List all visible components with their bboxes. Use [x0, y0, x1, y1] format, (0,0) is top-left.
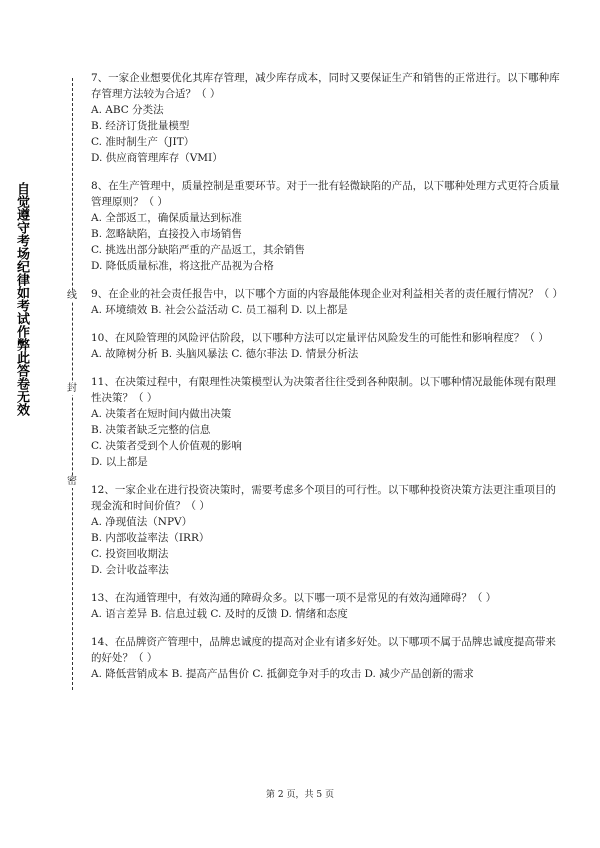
question-options: [91, 302, 561, 318]
question-item: [91, 286, 564, 318]
question-options: [91, 346, 561, 362]
question-option: A. 降低营销成本 B. 提高产品售价 C. 抵御竞争对手的攻击 D. 减少产品创新的需求: [91, 668, 474, 680]
question-option: A. 净现值法（NPV）: [91, 516, 193, 528]
question-item: [91, 590, 561, 622]
question-options: [91, 514, 561, 578]
exam-discipline-notice: 自觉遵守考场纪律如考试作弊此答卷无效: [14, 182, 29, 416]
question-option: A. 决策者在短时间内做出决策: [91, 408, 232, 420]
question-stem: 10、在风险管理的风险评估阶段，以下哪种方法可以定量评估风险发生的可能性和影响程度？（ ）: [91, 332, 549, 344]
question-stem: 11、在决策过程中，有限理性决策模型认为决策者往往受到各种限制。以下哪种情况最能体现有限理性决策？（ ）: [91, 376, 556, 404]
question-stem: 12、一家企业在进行投资决策时，需要考虑多个项目的可行性。以下哪种投资决策方法更注重项目的现金流和时间价值？（ ）: [91, 484, 556, 512]
seal-label-secret: 密: [67, 476, 77, 487]
seal-label-line: 线: [67, 290, 77, 301]
question-item: [91, 374, 561, 470]
question-option: B. 忽略缺陷，直接投入市场销售: [91, 228, 242, 240]
question-option: D. 以上都是: [91, 456, 148, 468]
question-option: D. 供应商管理库存（VMI）: [91, 152, 223, 164]
question-option: A. 故障树分析 B. 头脑风暴法 C. 德尔菲法 D. 情景分析法: [91, 348, 359, 360]
question-item: [91, 70, 561, 166]
question-options: [91, 102, 561, 166]
question-option: B. 内部收益率法（IRR）: [91, 532, 210, 544]
question-option: B. 经济订货批量模型: [91, 120, 190, 132]
question-option: C. 挑选出部分缺陷严重的产品返工，其余销售: [91, 244, 305, 256]
question-options: [91, 210, 561, 274]
question-option: C. 决策者受到个人价值观的影响: [91, 440, 242, 452]
question-item: [91, 330, 561, 362]
question-option: A. 全部返工，确保质量达到标准: [91, 212, 242, 224]
question-options: [91, 406, 561, 470]
question-option: A. 语言差异 B. 信息过载 C. 及时的反馈 D. 情绪和态度: [91, 608, 348, 620]
question-options: [91, 606, 561, 622]
seal-label-seal: 封: [67, 383, 77, 394]
question-stem: 8、在生产管理中，质量控制是重要环节。对于一批有轻微缺陷的产品，以下哪种处理方式更符合质量管理原则？（ ）: [91, 180, 560, 208]
question-item: [91, 178, 561, 274]
question-option: C. 投资回收期法: [91, 548, 169, 560]
question-options: [91, 666, 561, 682]
question-option: D. 会计收益率法: [91, 564, 169, 576]
question-option: D. 降低质量标准，将这批产品视为合格: [91, 260, 274, 272]
question-option: C. 准时制生产（JIT）: [91, 136, 195, 148]
question-item: [91, 482, 561, 578]
page-number: 第 2 页，共 5 页: [266, 790, 334, 800]
question-list: [91, 70, 564, 694]
question-option: B. 决策者缺乏完整的信息: [91, 424, 211, 436]
question-option: A. ABC 分类法: [91, 104, 164, 116]
question-stem: 7、一家企业想要优化其库存管理，减少库存成本，同时又要保证生产和销售的正常进行。以下哪种库存管理方法较为合适？（ ）: [91, 72, 560, 100]
question-stem: 13、在沟通管理中，有效沟通的障碍众多。以下哪一项不是常见的有效沟通障碍？（ ）: [91, 592, 497, 604]
question-option: A. 环境绩效 B. 社会公益活动 C. 员工福利 D. 以上都是: [91, 304, 348, 316]
question-stem: 14、在品牌资产管理中，品牌忠诚度的提高对企业有诸多好处。以下哪项不属于品牌忠诚度提高带来的好处？（ ）: [91, 636, 556, 664]
question-item: [91, 634, 561, 682]
question-stem: 9、在企业的社会责任报告中，以下哪个方面的内容最能体现企业对利益相关者的责任履行情况？（ ）: [91, 288, 564, 300]
